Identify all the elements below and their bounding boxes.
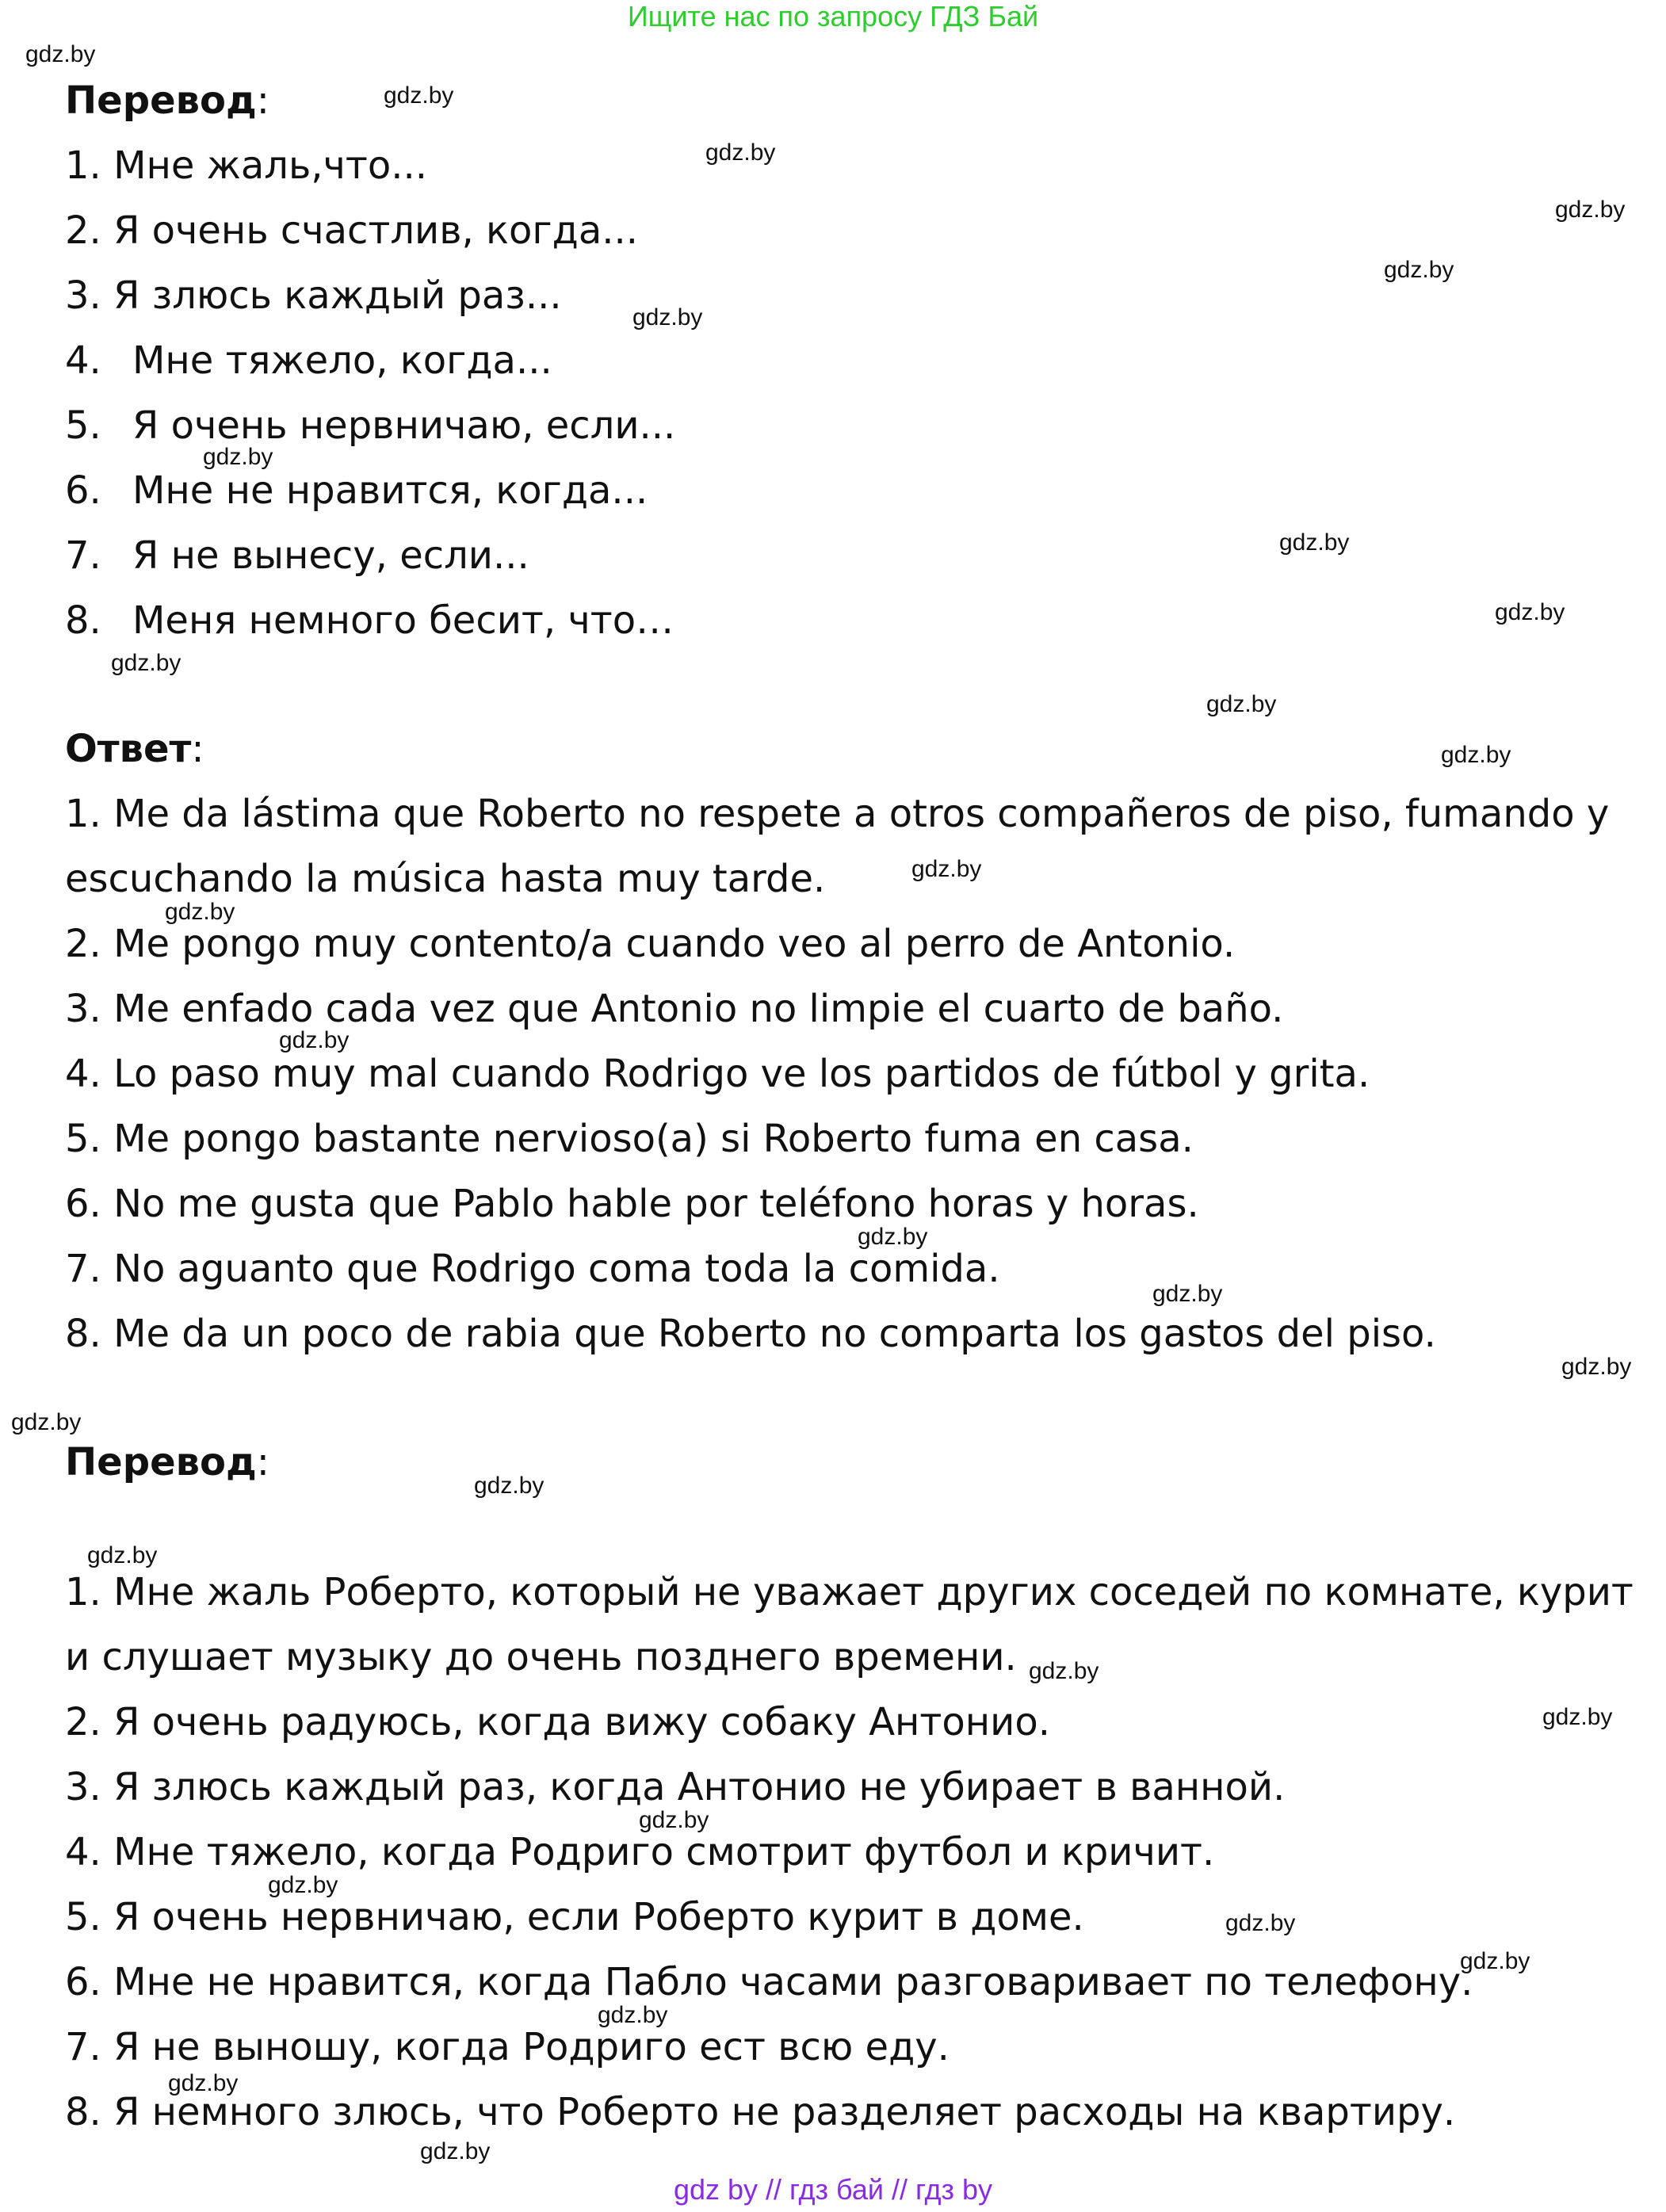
list-item: 4. Мне тяжело, когда Родриго смотрит футбол и кричит. [65,1830,1215,1874]
list-item: 5. Я очень нервничаю, если Роберто курит в доме. [65,1895,1084,1939]
watermark: gdz.by [384,82,454,109]
list-item: 3. Me enfado cada vez que Antonio no limpie el cuarto de baño. [65,987,1284,1031]
watermark: gdz.by [1561,1354,1632,1380]
watermark: gdz.by [474,1473,545,1499]
watermark: gdz.by [1384,257,1454,283]
list-item: 2. Me pongo muy contento/a cuando veo al perro de Antonio. [65,922,1236,966]
watermark: gdz.by [705,139,776,166]
watermark: gdz.by [165,899,235,925]
watermark: gdz.by [279,1027,350,1053]
watermark: gdz.by [11,1409,82,1435]
watermark: gdz.by [1279,529,1350,556]
list-item: 4. Lo paso muy mal cuando Rodrigo ve los partidos de fútbol y grita. [65,1052,1370,1096]
list-item: 3. Я злюсь каждый раз... [65,273,562,318]
bottom-banner: gdz by // гдз бай // гдз by [673,2173,993,2206]
watermark: gdz.by [168,2070,239,2096]
list-item: 8. Меня немного бесит, что… [65,598,674,643]
list-item: 3. Я злюсь каждый раз, когда Антонио не убирает в ванной. [65,1765,1286,1809]
answer-heading: Ответ: [65,727,204,771]
answer-translation-section [65,1430,1642,2145]
watermark: gdz.by [1460,1948,1530,1974]
watermark: gdz.by [1542,1704,1613,1730]
prompts-section [65,68,1642,653]
watermark: gdz.by [420,2138,491,2164]
list-item: 5. Я очень нервничаю, если... [65,403,676,448]
watermark: gdz.by [598,2002,668,2028]
watermark: gdz.by [1152,1281,1223,1307]
list-item: 6. Мне не нравится, когда... [65,468,648,513]
answer-translation-heading: Перевод: [65,1440,269,1484]
list-item: 4. Мне тяжело, когда... [65,338,552,383]
watermark: gdz.by [203,444,273,470]
watermark: gdz.by [639,1807,709,1833]
watermark: gdz.by [25,41,96,67]
watermark: gdz.by [1206,691,1277,717]
watermark: gdz.by [1441,742,1511,768]
watermark: gdz.by [87,1542,158,1568]
watermark: gdz.by [1029,1658,1099,1684]
list-item: 5. Me pongo bastante nervioso(a) si Roberto fuma en casa. [65,1117,1194,1161]
watermark: gdz.by [1225,1910,1296,1936]
watermark: gdz.by [632,304,703,330]
prompts-heading: Перевод: [65,78,269,123]
top-banner: Ищите нас по запросу ГДЗ Бай [627,0,1039,32]
list-item: 8. Я немного злюсь, что Роберто не разделяет расходы на квартиру. [65,2090,1456,2134]
watermark: gdz.by [858,1224,928,1250]
list-item: 2. Я очень радуюсь, когда вижу собаку Антонио. [65,1700,1050,1744]
list-item: 7. Я не вынесу, если... [65,533,529,578]
list-item: 1. Мне жаль,что... [65,143,427,188]
list-item: 6. No me gusta que Pablo hable por teléfono horas y horas. [65,1182,1199,1226]
list-item: 7. No aguanto que Rodrigo coma toda la comida. [65,1247,1000,1291]
watermark: gdz.by [1495,599,1565,625]
list-item: 6. Мне не нравится, когда Пабло часами разговаривает по телефону. [65,1960,1473,2004]
watermark: gdz.by [1555,197,1626,223]
watermark: gdz.by [111,650,182,676]
list-item: 1. Мне жаль Роберто, который не уважает других соседей по комнате, курит и слушает музыку до очень позднего времени. [65,1570,1634,1679]
spacer [65,1495,1642,1560]
list-item: 7. Я не выношу, когда Родриго ест всю еду. [65,2025,950,2069]
list-item: 8. Me da un poco de rabia que Roberto no comparta los gastos del piso. [65,1312,1436,1356]
watermark: gdz.by [911,856,982,882]
watermark: gdz.by [268,1872,338,1898]
list-item: 1. Me da lástima que Roberto no respete a otros compañeros de piso, fumando y escuchando la música hasta muy tarde. [65,792,1610,901]
list-item: 2. Я очень счастлив, когда... [65,208,639,253]
